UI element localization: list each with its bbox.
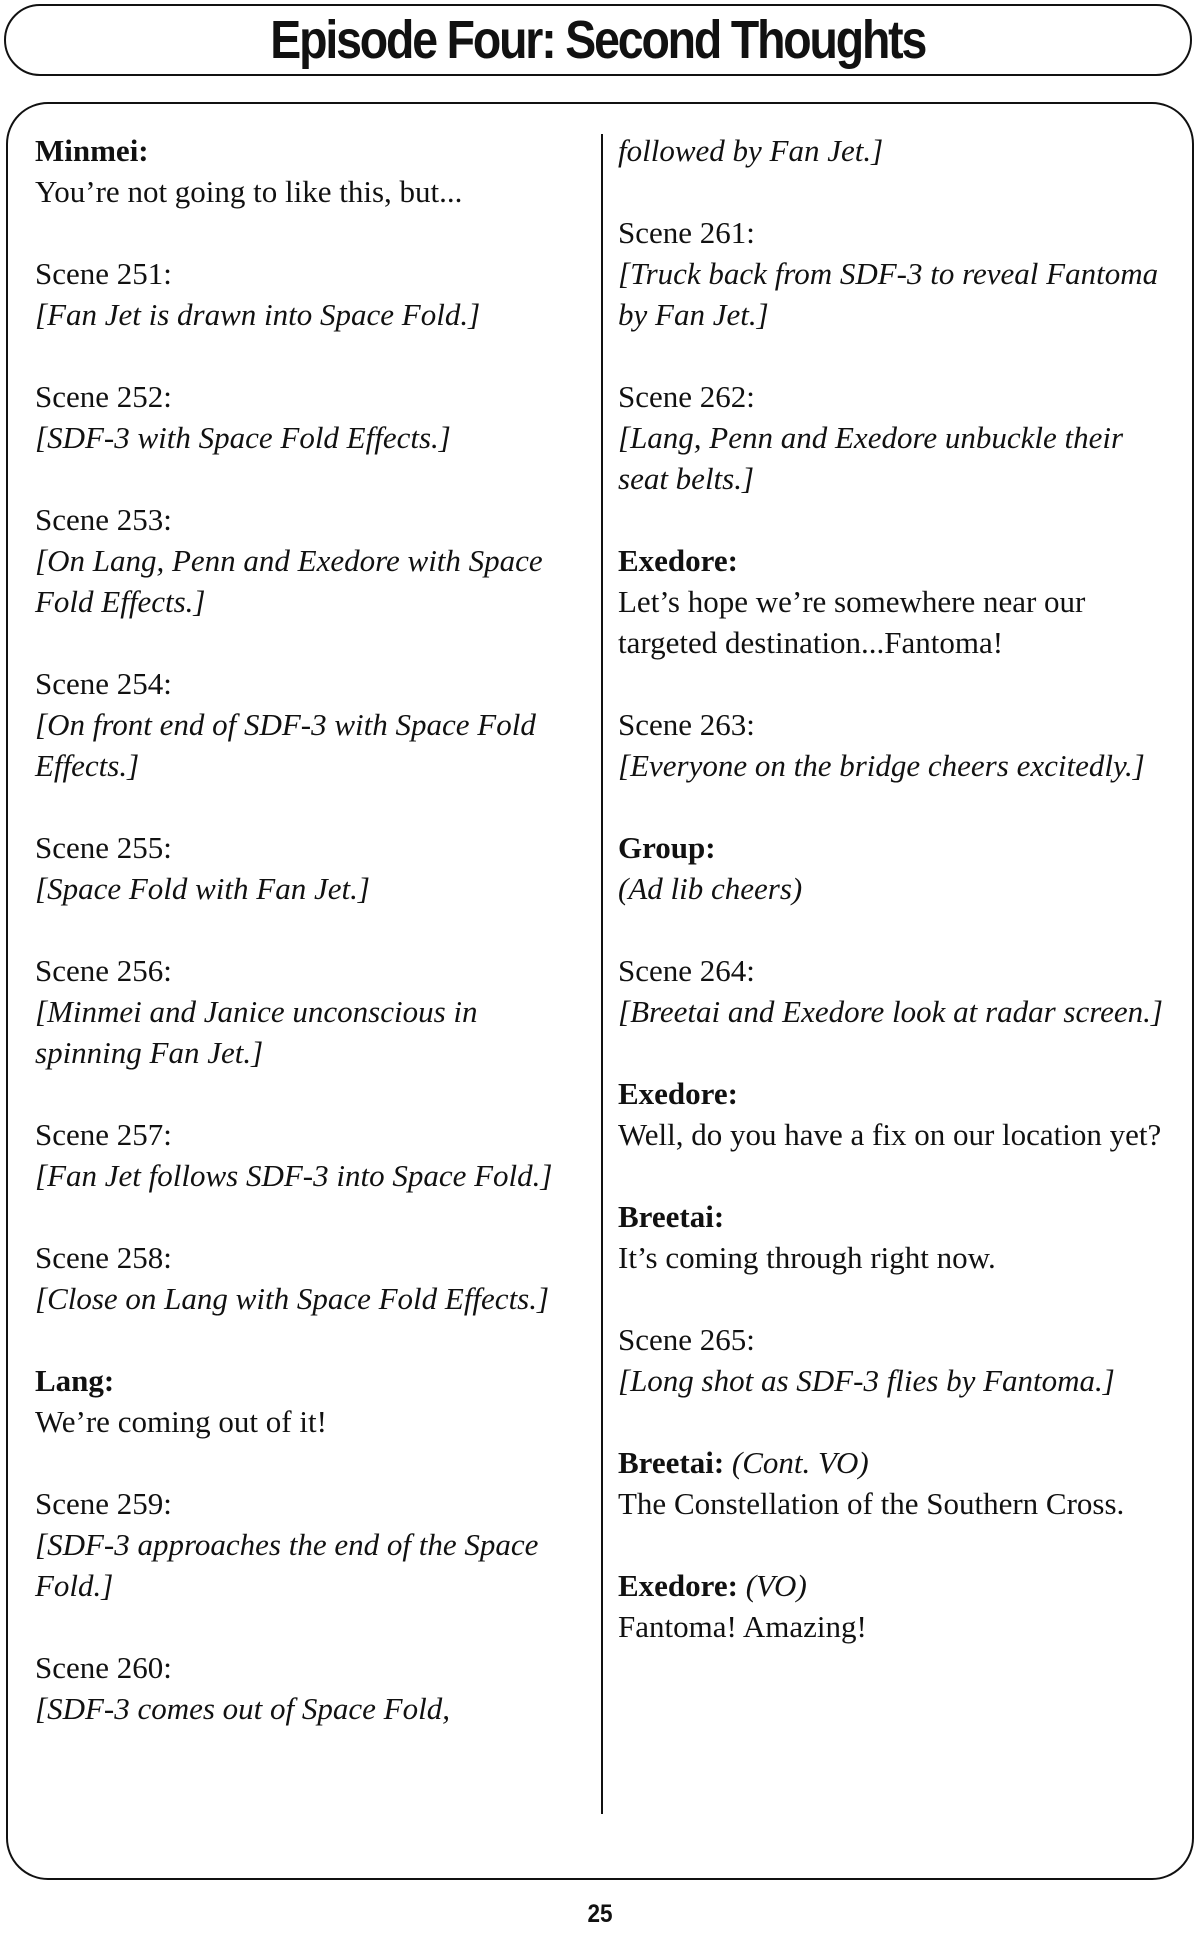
stage-direction: [On Lang, Penn and Exedore with Space Fold Effects.] [35,543,543,619]
scene-entry [35,950,591,1073]
scene-number: Scene 254: [35,666,172,701]
scene-entry [618,212,1174,335]
scene-entry [618,376,1174,499]
scene-number: Scene 264: [618,953,755,988]
scene-number: Scene 260: [35,1650,172,1685]
stage-direction: [Space Fold with Fan Jet.] [35,871,370,906]
scene-number: Scene 257: [35,1117,172,1152]
dialogue-entry [618,1196,1174,1278]
speaker-name-text: Breetai: [618,1445,725,1480]
dialogue-line: Fantoma! Amazing! [618,1609,867,1644]
page-title: Episode Four: Second Thoughts [270,10,926,70]
stage-direction: [Fan Jet is drawn into Space Fold.] [35,297,481,332]
speaker-name [618,1565,1174,1606]
parenthetical: (Ad lib cheers) [618,871,803,906]
dialogue-entry [618,1442,1174,1524]
scene-entry [35,1483,591,1606]
speaker-name: Lang: [35,1363,115,1398]
speaker-note: (VO) [745,1568,807,1603]
scene-number: Scene 258: [35,1240,172,1275]
stage-direction: followed by Fan Jet.] [618,133,884,168]
dialogue-line: The Constellation of the Southern Cross. [618,1486,1125,1521]
scene-number: Scene 256: [35,953,172,988]
dialogue-entry [35,130,591,212]
stage-direction: [Close on Lang with Space Fold Effects.] [35,1281,550,1316]
dialogue-line: You’re not going to like this, but... [35,174,463,209]
scene-entry [618,1319,1174,1401]
scene-number: Scene 255: [35,830,172,865]
column-divider [601,134,603,1814]
scene-entry [618,704,1174,786]
scene-number: Scene 261: [618,215,755,250]
scene-number: Scene 262: [618,379,755,414]
right-column [618,130,1174,1688]
stage-direction: [On front end of SDF-3 with Space Fold Effects.] [35,707,536,783]
left-column [35,130,591,1770]
dialogue-entry [618,827,1174,909]
scene-entry [618,950,1174,1032]
stage-direction: [Lang, Penn and Exedore unbuckle their seat belts.] [618,420,1124,496]
scene-entry-continued [618,130,1174,171]
scene-entry [35,1114,591,1196]
stage-direction: [Minmei and Janice unconscious in spinning Fan Jet.] [35,994,478,1070]
stage-direction: [SDF-3 approaches the end of the Space Fold.] [35,1527,539,1603]
stage-direction: [Breetai and Exedore look at radar screen.] [618,994,1163,1029]
scene-entry [35,827,591,909]
dialogue-line: Let’s hope we’re somewhere near our targeted destination...Fantoma! [618,584,1086,660]
stage-direction: [Everyone on the bridge cheers excitedly.] [618,748,1145,783]
title-banner [4,4,1192,76]
stage-direction: [Truck back from SDF-3 to reveal Fantoma by Fan Jet.] [618,256,1159,332]
scene-entry [35,663,591,786]
speaker-name-text: Exedore: [618,1568,738,1603]
scene-number: Scene 253: [35,502,172,537]
dialogue-entry [35,1360,591,1442]
speaker-name: Minmei: [35,133,149,168]
stage-direction: [SDF-3 with Space Fold Effects.] [35,420,451,455]
scene-number: Scene 252: [35,379,172,414]
dialogue-entry [618,540,1174,663]
dialogue-line: We’re coming out of it! [35,1404,327,1439]
scene-number: Scene 259: [35,1486,172,1521]
scene-number: Scene 265: [618,1322,755,1357]
speaker-note: (Cont. VO) [731,1445,869,1480]
speaker-name: Breetai: [618,1199,725,1234]
page-number: 25 [587,1900,613,1928]
stage-direction: [Long shot as SDF-3 flies by Fantoma.] [618,1363,1115,1398]
stage-direction: [SDF-3 comes out of Space Fold, [35,1691,450,1726]
scene-entry [35,1237,591,1319]
speaker-name [618,1442,1174,1483]
scene-entry [35,1647,591,1729]
dialogue-entry [618,1565,1174,1647]
scene-entry [35,376,591,458]
scene-number: Scene 251: [35,256,172,291]
speaker-name: Group: [618,830,716,865]
dialogue-entry [618,1073,1174,1155]
speaker-name: Exedore: [618,543,738,578]
scene-number: Scene 263: [618,707,755,742]
dialogue-line: Well, do you have a fix on our location yet? [618,1117,1162,1152]
scene-entry [35,499,591,622]
stage-direction: [Fan Jet follows SDF-3 into Space Fold.] [35,1158,553,1193]
scene-entry [35,253,591,335]
dialogue-line: It’s coming through right now. [618,1240,996,1275]
speaker-name: Exedore: [618,1076,738,1111]
